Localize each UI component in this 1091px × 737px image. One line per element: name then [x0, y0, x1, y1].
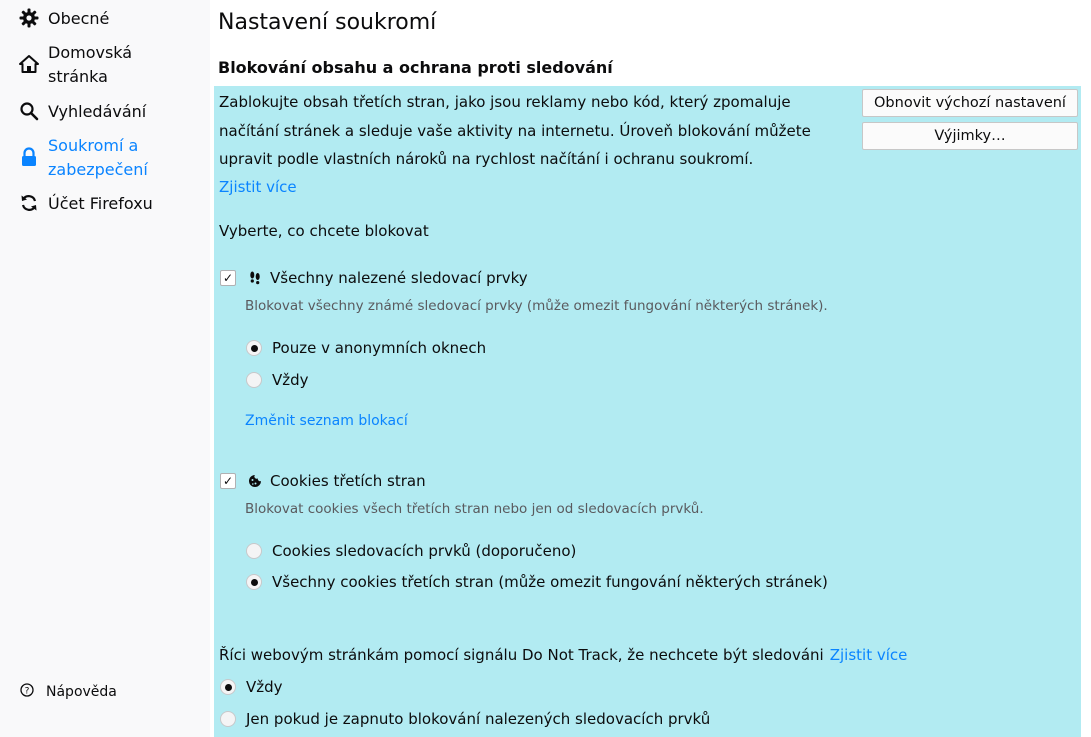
help-label: Nápověda	[46, 683, 117, 700]
trackers-option-always[interactable]	[246, 371, 309, 389]
search-highlight-area	[214, 86, 1081, 737]
gear-icon	[18, 7, 40, 29]
trackers-option-private[interactable]	[246, 339, 486, 357]
radio-label: Všechny cookies třetích stran (může omezit fungování některých stránek)	[272, 573, 828, 591]
cookies-checkbox[interactable]: ✓	[220, 473, 236, 489]
sidebar-item-label: Soukromí a zabezpečení	[48, 136, 148, 179]
trackers-checkbox-row[interactable]	[220, 269, 528, 287]
sidebar-item-search[interactable]	[18, 100, 178, 124]
cookies-description: Blokovat cookies všech třetích stran nebo jen od sledovacích prvků.	[245, 501, 704, 517]
dnt-row	[219, 646, 907, 664]
sync-icon	[18, 192, 40, 214]
trackers-label: Všechny nalezené sledovací prvky	[270, 269, 528, 287]
sidebar-item-label: Vyhledávání	[48, 102, 147, 121]
sidebar-item-label: Účet Firefoxu	[48, 194, 153, 213]
radio-button[interactable]	[246, 543, 262, 559]
radio-label: Cookies sledovacích prvků (doporučeno)	[272, 542, 577, 560]
help-icon	[20, 682, 34, 701]
radio-button[interactable]	[246, 372, 262, 388]
radio-button[interactable]	[246, 574, 262, 590]
footprints-icon	[248, 271, 262, 285]
lock-icon	[18, 146, 40, 168]
radio-label: Vždy	[246, 678, 283, 696]
section-heading: Blokování obsahu a ochrana proti sledování	[218, 58, 613, 77]
radio-button[interactable]	[220, 711, 236, 727]
svg-text:?: ?	[24, 686, 30, 697]
radio-label: Jen pokud je zapnuto blokování nalezených sledovacích prvků	[246, 710, 711, 728]
cookies-option-trackers[interactable]	[246, 542, 576, 560]
exceptions-button[interactable]: Výjimky…	[862, 122, 1078, 150]
home-icon	[18, 53, 40, 75]
intro-text: Zablokujte obsah třetích stran, jako jsou reklamy nebo kód, který zpomaluje načítání stránek a sleduje vaše aktivity na internetu. Úroveň blokování můžete upravit podle vlastních nároků na rychlost načítání i ochranu soukromí.	[219, 93, 811, 168]
cookies-label: Cookies třetích stran	[270, 472, 426, 490]
trackers-checkbox[interactable]: ✓	[220, 270, 236, 286]
cookie-icon	[248, 474, 262, 488]
restore-defaults-button[interactable]: Obnovit výchozí nastavení	[862, 89, 1078, 117]
sidebar	[0, 0, 210, 737]
search-icon	[18, 100, 40, 122]
dnt-learn-more-link[interactable]: Zjistit více	[829, 646, 908, 664]
choose-label: Vyberte, co chcete blokovat	[219, 222, 429, 240]
sidebar-item-firefox-account[interactable]	[18, 192, 178, 216]
dnt-option-tracking-only[interactable]	[220, 710, 710, 728]
change-block-list-link[interactable]: Změnit seznam blokací	[245, 413, 408, 429]
sidebar-item-label: Obecné	[48, 9, 110, 28]
dnt-label: Říci webovým stránkám pomocí signálu Do Not Track, že nechcete být sledováni	[219, 646, 824, 664]
radio-button[interactable]	[220, 679, 236, 695]
main-content	[214, 0, 1091, 737]
radio-label: Vždy	[272, 371, 309, 389]
cookies-checkbox-row[interactable]	[220, 472, 426, 490]
help-link[interactable]	[20, 682, 117, 701]
radio-button[interactable]	[246, 340, 262, 356]
learn-more-link[interactable]: Zjistit více	[219, 178, 297, 196]
sidebar-item-privacy[interactable]	[18, 134, 178, 182]
sidebar-item-home[interactable]	[18, 41, 178, 89]
radio-label: Pouze v anonymních oknech	[272, 339, 487, 357]
dnt-option-always[interactable]	[220, 678, 283, 696]
trackers-description: Blokovat všechny známé sledovací prvky (může omezit fungování některých stránek).	[245, 298, 828, 314]
sidebar-item-label: Domovská stránka	[48, 43, 133, 86]
cookies-option-all[interactable]	[246, 573, 828, 591]
page-title: Nastavení soukromí	[218, 10, 437, 35]
sidebar-item-general[interactable]	[18, 7, 178, 31]
